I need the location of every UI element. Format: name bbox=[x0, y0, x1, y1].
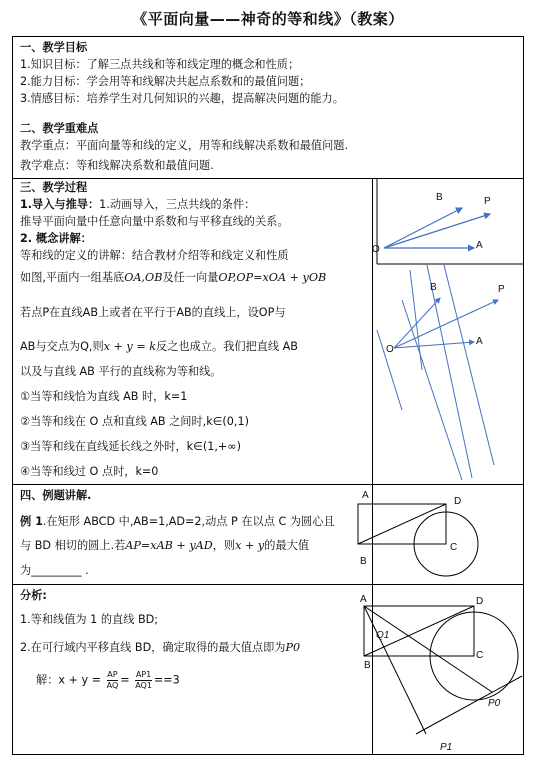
fig2-label-b: B bbox=[430, 282, 437, 293]
fig4-label-p0: P0 bbox=[488, 698, 501, 709]
p0-label: P0 bbox=[285, 641, 301, 654]
fig1-label-p: P bbox=[484, 196, 491, 207]
section-heading-process: 三、教学过程 bbox=[20, 181, 88, 194]
case-4: ④当等和线过 O 点时，k=0 bbox=[20, 465, 159, 478]
figure-analysis bbox=[360, 584, 524, 755]
concept-line-2-c: 及任一向量 bbox=[162, 271, 219, 284]
fraction-1-denominator: AQ bbox=[106, 681, 119, 690]
page-title: 《平面向量——神奇的等和线》（教案） bbox=[132, 10, 404, 28]
concept-line-4-a: AB与交点为Q,则 bbox=[20, 340, 104, 353]
concept-line-2 bbox=[20, 270, 326, 286]
vector-op bbox=[384, 214, 490, 248]
fig1-label-b: B bbox=[436, 192, 443, 203]
section-heading-objectives: 一、教学目标 bbox=[20, 41, 88, 54]
fig4-label-a: A bbox=[360, 594, 367, 605]
section-heading-analysis: 分析: bbox=[20, 589, 47, 602]
section-heading-key-points: 二、教学重难点 bbox=[20, 122, 99, 135]
concept-line-4-c: 反之也成立。我们把直线 AB bbox=[156, 340, 298, 353]
analysis-line-2-a: 2.在可行域内平移直线 BD，确定取得的最大值点即为 bbox=[20, 641, 286, 654]
fig1-label-a: A bbox=[476, 240, 483, 251]
sum-equation: x + y = k bbox=[103, 340, 157, 353]
key-point-text: 教学重点：平面向量等和线的定义，用等和线解决系数和最值问题. bbox=[20, 139, 348, 152]
fraction-ap1-aq1 bbox=[135, 670, 152, 691]
figure-vectors bbox=[372, 178, 524, 268]
basis-vectors: OA,OB bbox=[124, 271, 163, 284]
example-line-2-a: 与 BD 相切的圆上.若 bbox=[20, 539, 126, 552]
intro-line-2: 推导平面向量中任意向量中系数和与平移直线的关系。 bbox=[20, 215, 289, 228]
fraction-1-numerator: AP bbox=[107, 670, 118, 679]
intro-text: 1.动画导入，三点共线的条件： bbox=[99, 198, 256, 211]
fig2-label-a: A bbox=[476, 336, 483, 347]
fig1-label-o: O bbox=[372, 244, 380, 255]
fig3-label-b: B bbox=[360, 556, 367, 567]
concept-line-1: 等和线的定义的讲解：结合教材介绍等和线定义和性质 bbox=[20, 249, 289, 262]
fig2-label-p: P bbox=[498, 284, 505, 295]
vector-ob bbox=[384, 208, 462, 248]
example-vector-equation: AP=xAB + yAD bbox=[125, 539, 213, 552]
intro-title: 1.导入与推导： bbox=[20, 198, 100, 211]
case-1: ①当等和线恰为直线 AB 时，k=1 bbox=[20, 390, 188, 403]
solution-result: ==3 bbox=[153, 673, 180, 687]
objective-emotion: 3.情感目标：培养学生对几何知识的兴趣，提高解决问题的能力。 bbox=[20, 92, 344, 105]
solution-line: 解：x + y = $\frac{AP}{AQ}$ = $\frac{AP1}{AQ1}$ ==3 bbox=[36, 670, 180, 690]
fraction-ap-aq bbox=[107, 670, 119, 691]
fig3-label-c: C bbox=[450, 542, 458, 553]
case-2: ②当等和线在 O 点和直线 AB 之间时,k∈(0,1) bbox=[20, 415, 249, 428]
concept-line-2-a: 如图,平面内一组基底 bbox=[20, 271, 125, 284]
concept-line-4 bbox=[20, 339, 298, 355]
fraction-2-denominator: AQ1 bbox=[135, 681, 152, 690]
analysis-line-2 bbox=[20, 640, 300, 656]
concept-line-5: 以及与直线 AB 平行的直线称为等和线。 bbox=[20, 365, 222, 378]
fig4-label-p1: P1 bbox=[440, 742, 453, 753]
example-sum: x + y bbox=[235, 539, 265, 552]
fig4-label-c: C bbox=[476, 650, 484, 661]
example-line-1 bbox=[20, 514, 335, 530]
objective-ability: 2.能力目标：学会用等和线解决共起点系数和的最值问题； bbox=[20, 75, 311, 88]
example-line-3: 为_________ . bbox=[20, 564, 89, 577]
difficult-point-text: 教学难点：等和线解决系数和最值问题. bbox=[20, 159, 214, 172]
section-heading-example: 四、例题讲解. bbox=[20, 489, 92, 502]
fig3-label-a: A bbox=[362, 490, 369, 501]
intro-line bbox=[20, 197, 255, 213]
example-line-2-e: 的最大值 bbox=[264, 539, 310, 552]
concept-line-3: 若点P在直线AB上或者在平行于AB的直线上，设OP与 bbox=[20, 306, 286, 319]
fraction-2-numerator: AP1 bbox=[135, 670, 152, 679]
example-line-1-text: .在矩形 ABCD 中,AB=1,AD=2,动点 P 在以点 C 为圆心且 bbox=[42, 515, 335, 528]
figure-equal-sum-lines bbox=[372, 270, 524, 480]
fig4-label-q1: Q1 bbox=[376, 630, 390, 641]
fig4-label-b: B bbox=[364, 660, 371, 671]
objective-knowledge: 1.知识目标：了解三点共线和等和线定理的概念和性质； bbox=[20, 58, 300, 71]
fig3-label-d: D bbox=[454, 496, 462, 507]
vector-decomposition: OP,OP=xOA + yOB bbox=[218, 271, 327, 284]
example-line-2-c: ，则 bbox=[212, 539, 236, 552]
example-line-2 bbox=[20, 538, 309, 554]
fig4-label-d: D bbox=[476, 596, 484, 607]
figure-rectangle-circle bbox=[360, 484, 524, 584]
concept-title: 2. 概念讲解： bbox=[20, 232, 92, 245]
example-label: 例 1 bbox=[20, 515, 43, 528]
case-3: ③当等和线在直线延长线之外时，k∈(1,+∞) bbox=[20, 440, 241, 453]
analysis-line-1: 1.等和线值为 1 的直线 BD; bbox=[20, 613, 159, 626]
fig2-label-o: O bbox=[386, 344, 394, 355]
solution-prefix: 解：x + y = bbox=[36, 673, 102, 687]
